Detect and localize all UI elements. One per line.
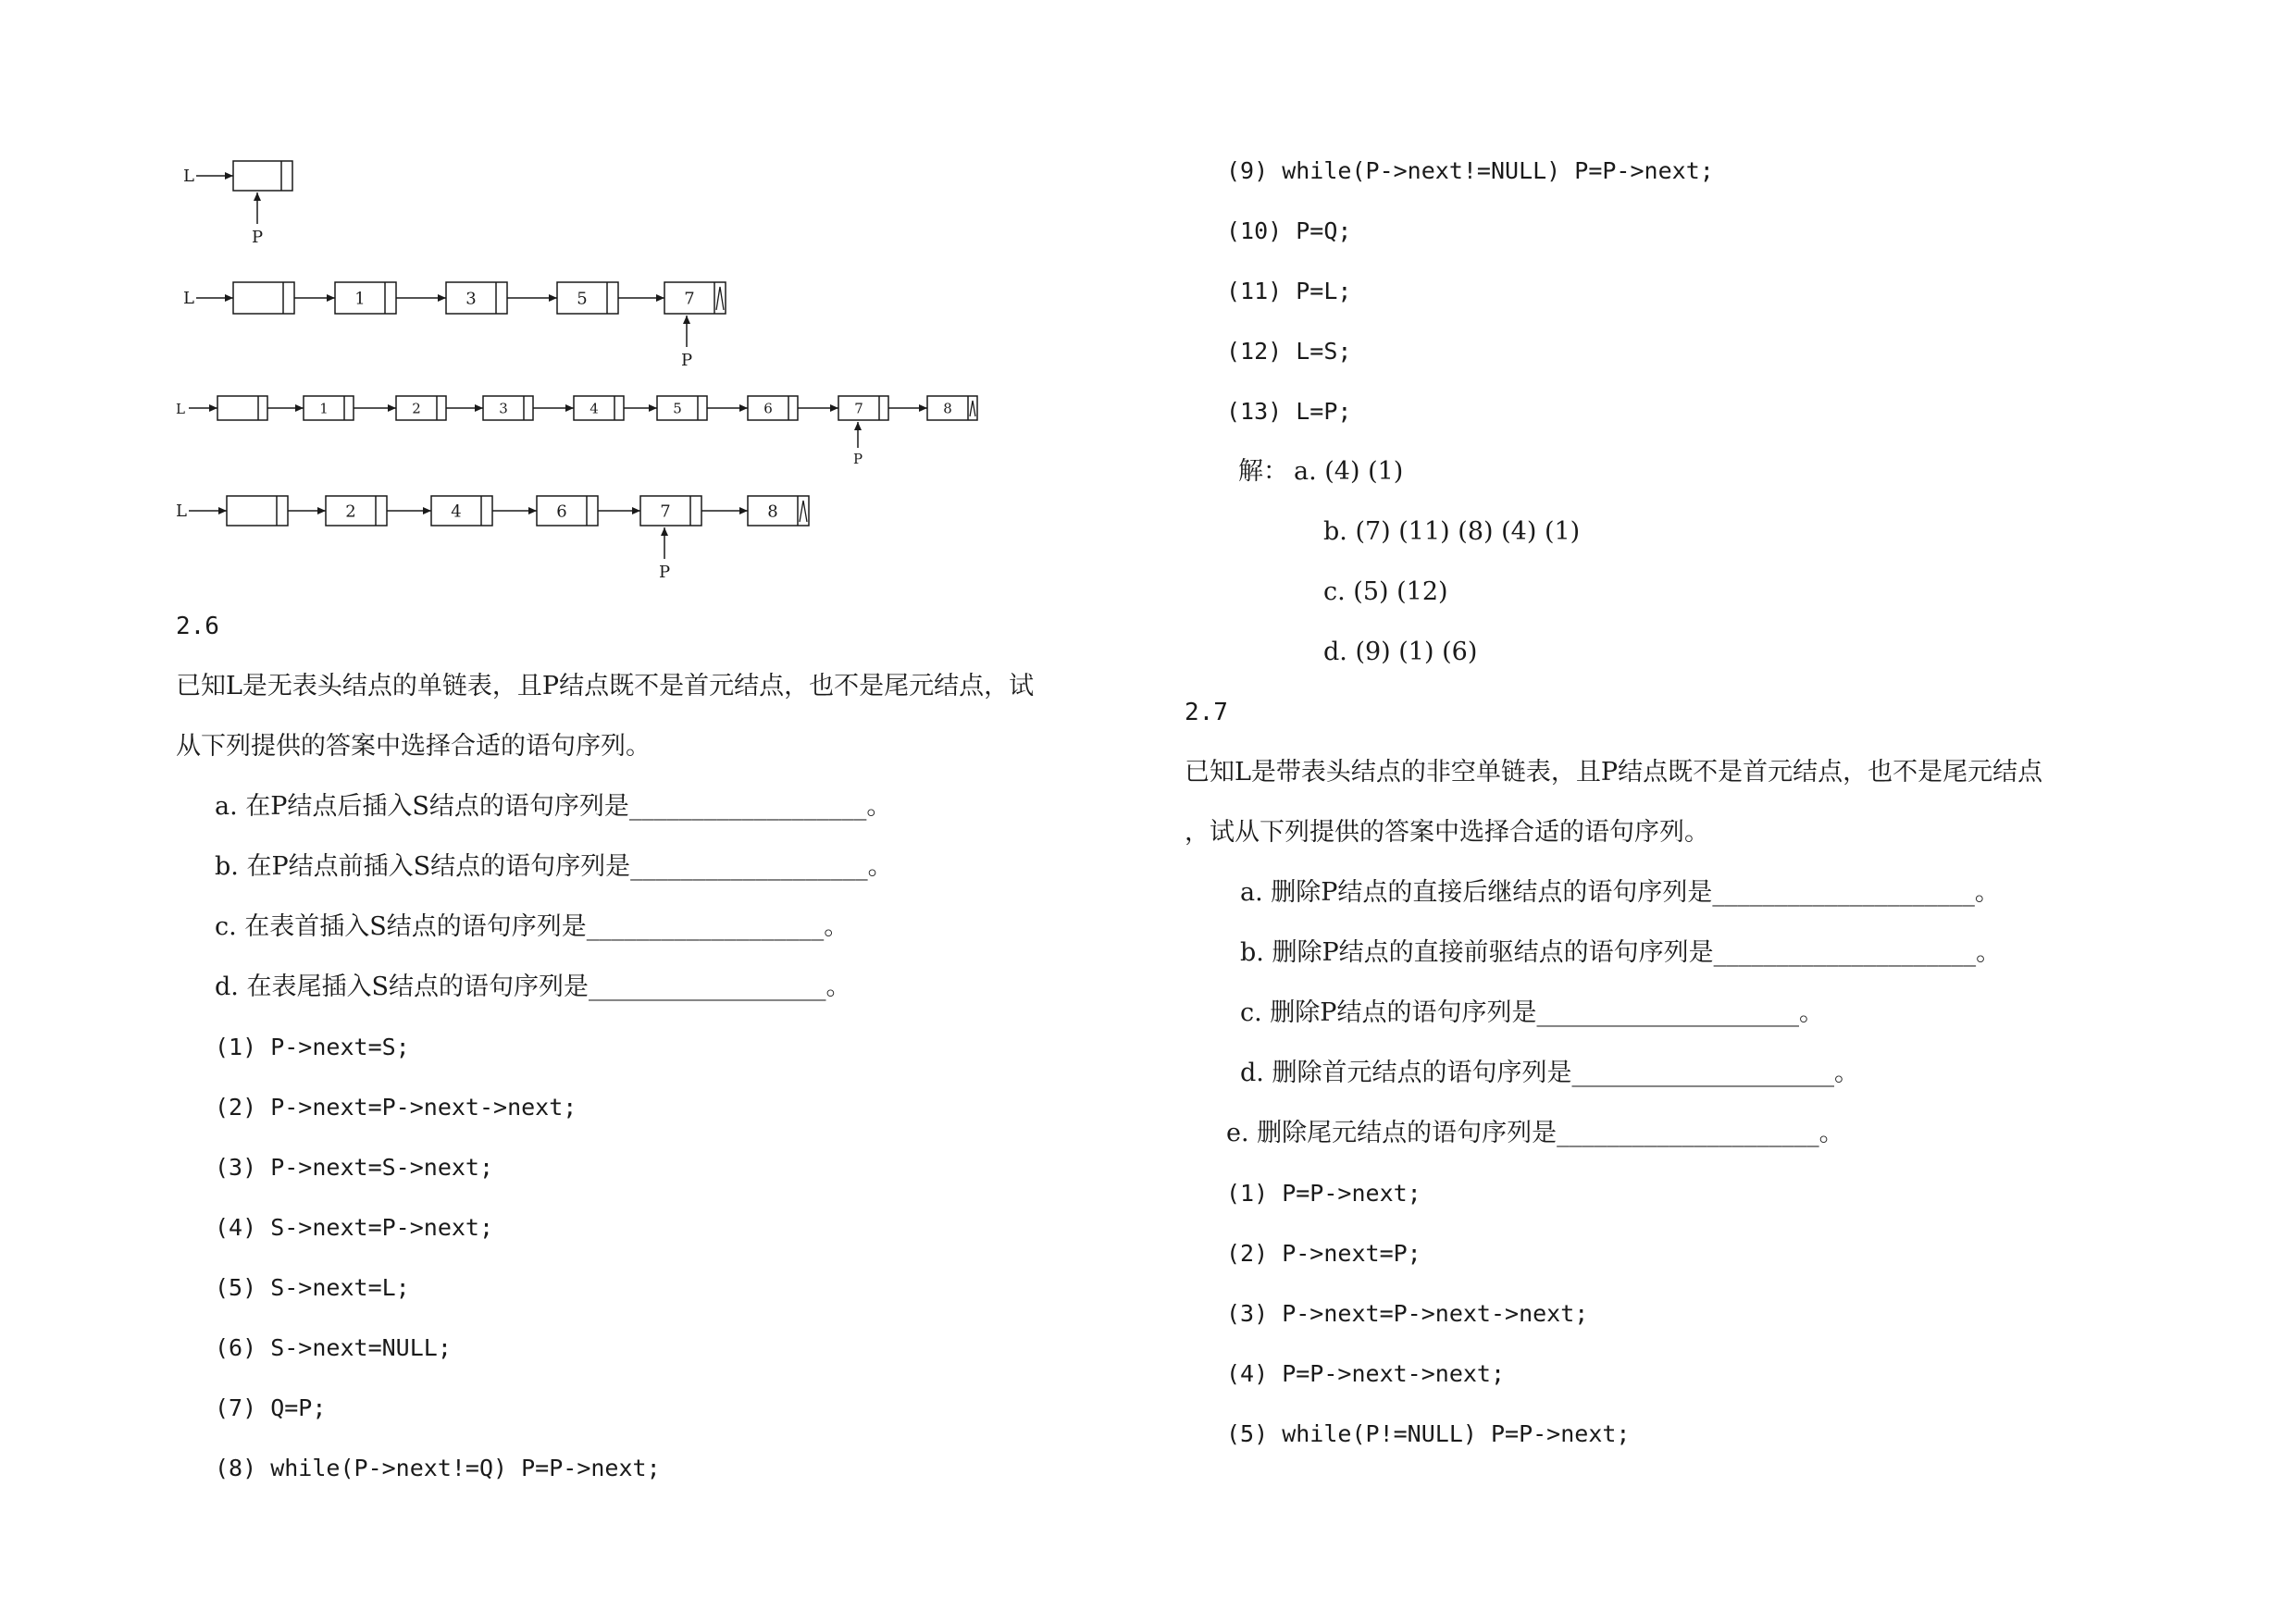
list-node-value: 6 bbox=[763, 400, 773, 417]
list-node-value: 4 bbox=[451, 502, 462, 522]
q26-option: (2) P->next=P->next->next; bbox=[215, 1094, 577, 1121]
pointer-label: P bbox=[658, 563, 671, 582]
q27-option: (3) P->next=P->next->next; bbox=[1226, 1300, 1589, 1327]
list-node-value: 7 bbox=[660, 502, 671, 522]
list-node-value: 8 bbox=[767, 502, 778, 522]
pointer-label: P bbox=[251, 228, 264, 247]
q27-option: (5) while(P!=NULL) P=P->next; bbox=[1226, 1420, 1631, 1447]
list-node-value: 1 bbox=[354, 289, 366, 309]
list-node-value: 3 bbox=[465, 289, 477, 309]
list-node-value: 7 bbox=[854, 400, 863, 417]
list-node bbox=[537, 496, 598, 526]
head-node bbox=[233, 282, 294, 314]
list-node bbox=[838, 396, 888, 420]
q27-part-d: d. 删除首元结点的语句序列是_____________________。 bbox=[1240, 1059, 1859, 1087]
q27-part-c: c. 删除P结点的语句序列是_____________________。 bbox=[1240, 998, 1824, 1027]
head-label: L bbox=[176, 401, 185, 417]
list-diagram-3 bbox=[176, 396, 977, 467]
q26-option: (5) S->next=L; bbox=[215, 1274, 410, 1301]
q27-prompt-line2: ，试从下列提供的答案中选择合适的语句序列。 bbox=[1185, 818, 1709, 847]
q26-option: (7) Q=P; bbox=[215, 1394, 327, 1421]
q27-option: (4) P=P->next->next; bbox=[1226, 1360, 1506, 1387]
q26-option: (1) P->next=S; bbox=[215, 1034, 410, 1060]
q27-option: (2) P->next=P; bbox=[1226, 1240, 1421, 1267]
q26-prompt-line2: 从下列提供的答案中选择合适的语句序列。 bbox=[176, 732, 651, 761]
list-node bbox=[557, 282, 618, 314]
list-node-value: 2 bbox=[345, 502, 356, 522]
list-node bbox=[446, 282, 507, 314]
pointer-label: P bbox=[680, 351, 693, 370]
list-node bbox=[431, 496, 492, 526]
q26-part-a: a. 在P结点后插入S结点的语句序列是___________________。 bbox=[215, 792, 892, 821]
head-label: L bbox=[176, 502, 187, 521]
q26-option: (9) while(P->next!=NULL) P=P->next; bbox=[1226, 157, 1714, 184]
list-node-value: 5 bbox=[673, 400, 682, 417]
head-label: L bbox=[183, 289, 194, 308]
q26-number: 2.6 bbox=[176, 613, 219, 640]
list-node-value: 7 bbox=[684, 289, 695, 309]
q26-answer-b: b. (7) (11) (8) (4) (1) bbox=[1323, 517, 1581, 546]
q26-option: (10) P=Q; bbox=[1226, 217, 1352, 244]
list-node bbox=[304, 396, 354, 420]
head-label: L bbox=[183, 167, 194, 186]
list-node bbox=[574, 396, 624, 420]
q27-number: 2.7 bbox=[1185, 699, 1228, 726]
q26-prompt-line1: 已知L是无表头结点的单链表，且P结点既不是首元结点，也不是尾元结点，试 bbox=[176, 672, 1035, 700]
q26-option: (8) while(P->next!=Q) P=P->next; bbox=[215, 1455, 661, 1481]
q27-part-e: e. 删除尾元结点的语句序列是_____________________。 bbox=[1226, 1119, 1844, 1147]
list-node-value: 6 bbox=[556, 502, 567, 522]
q26-option: (6) S->next=NULL; bbox=[215, 1334, 452, 1361]
q26-option: (11) P=L; bbox=[1226, 278, 1352, 304]
q26-answer-c: c. (5) (12) bbox=[1323, 577, 1448, 606]
list-node-value: 3 bbox=[499, 400, 508, 417]
q27-option: (1) P=P->next; bbox=[1226, 1180, 1421, 1207]
list-node-value: 5 bbox=[577, 289, 588, 309]
q26-option: (3) P->next=S->next; bbox=[215, 1154, 494, 1181]
list-node bbox=[657, 396, 707, 420]
q26-answer-a: a. (4) (1) bbox=[1294, 457, 1404, 486]
list-diagram-2 bbox=[183, 282, 726, 370]
linked-list-diagrams bbox=[0, 0, 1148, 592]
list-node bbox=[396, 396, 446, 420]
q26-option: (4) S->next=P->next; bbox=[215, 1214, 494, 1241]
list-node-value: 1 bbox=[319, 400, 329, 417]
list-node bbox=[748, 396, 798, 420]
list-node bbox=[483, 396, 533, 420]
pointer-label: P bbox=[852, 451, 863, 467]
q26-answer-label: 解： bbox=[1238, 457, 1288, 486]
list-node bbox=[927, 396, 977, 420]
list-node-value: 8 bbox=[943, 400, 952, 417]
list-diagram-4 bbox=[176, 496, 809, 582]
q27-prompt-line1: 已知L是带表头结点的非空单链表，且P结点既不是首元结点，也不是尾元结点 bbox=[1185, 758, 2043, 787]
q27-part-a: a. 删除P结点的直接后继结点的语句序列是_____________________。 bbox=[1240, 878, 2000, 907]
list-node-value: 4 bbox=[590, 400, 599, 417]
list-node-value: 2 bbox=[412, 400, 421, 417]
head-node bbox=[217, 396, 267, 420]
list-node bbox=[640, 496, 701, 526]
list-node bbox=[326, 496, 387, 526]
q26-answer-d: d. (9) (1) (6) bbox=[1323, 638, 1478, 666]
q26-option: (12) L=S; bbox=[1226, 338, 1352, 365]
q26-part-d: d. 在表尾插入S结点的语句序列是___________________。 bbox=[215, 973, 851, 1001]
list-diagram-1 bbox=[183, 161, 292, 247]
q26-option: (13) L=P; bbox=[1226, 398, 1352, 425]
q26-part-c: c. 在表首插入S结点的语句序列是___________________。 bbox=[215, 912, 850, 941]
q26-part-b: b. 在P结点前插入S结点的语句序列是___________________。 bbox=[215, 852, 893, 881]
list-node bbox=[335, 282, 396, 314]
q27-part-b: b. 删除P结点的直接前驱结点的语句序列是_____________________。 bbox=[1240, 938, 2002, 967]
head-node bbox=[233, 161, 292, 191]
head-node bbox=[227, 496, 288, 526]
